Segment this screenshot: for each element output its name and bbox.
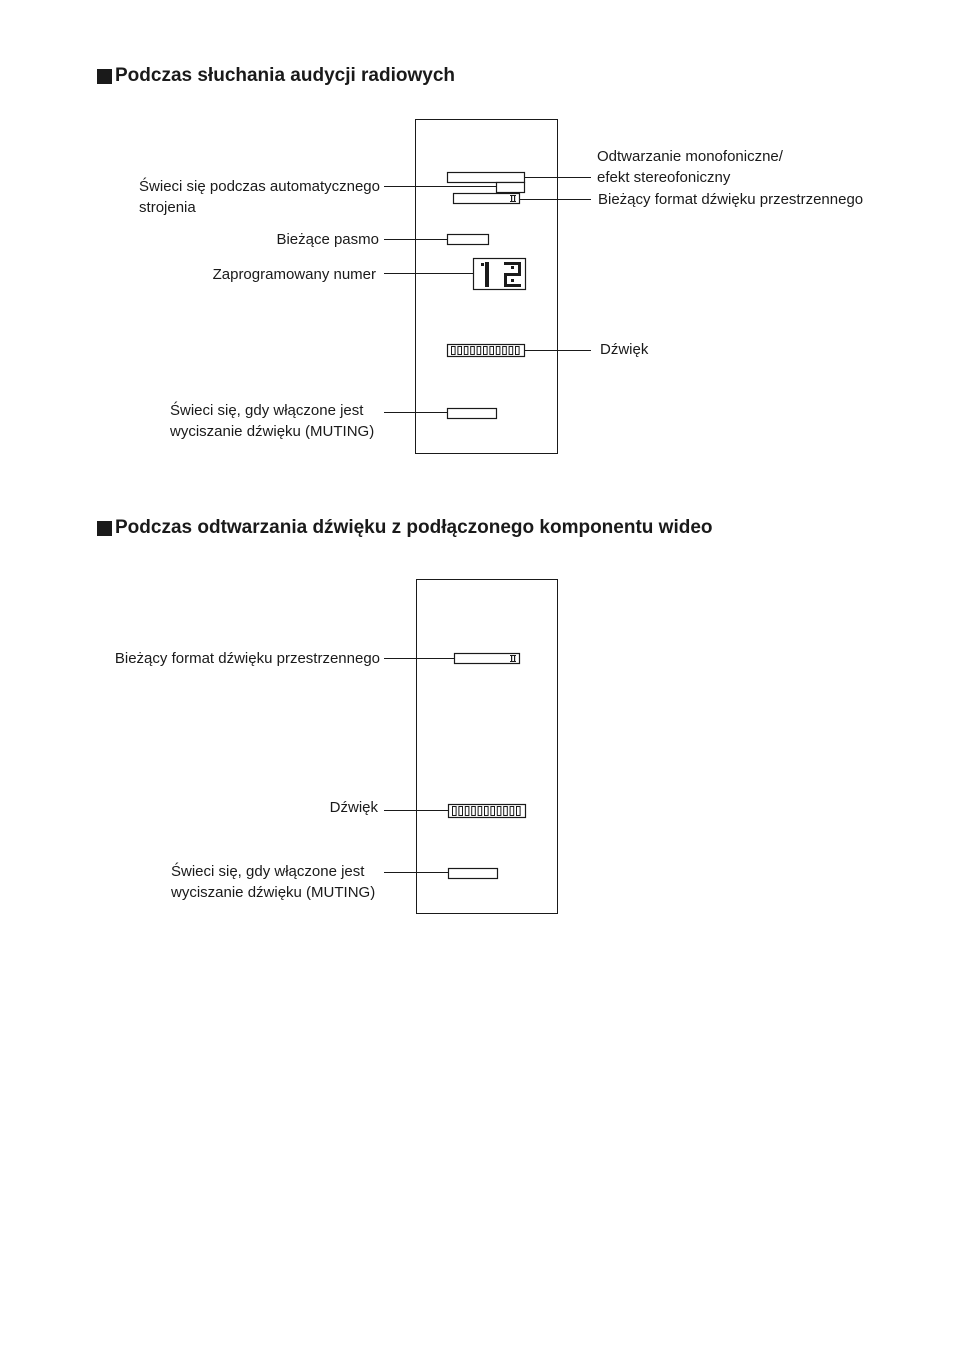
label-muting-1 bbox=[170, 400, 374, 442]
volume-segment bbox=[490, 347, 494, 355]
volume-segment bbox=[458, 347, 462, 355]
surround-format-indicator bbox=[454, 194, 520, 204]
volume-segment bbox=[491, 807, 495, 816]
volume-segment bbox=[484, 347, 488, 355]
volume-segment bbox=[485, 807, 489, 816]
volume-segment bbox=[478, 807, 482, 816]
label-auto-tuning-line2: strojenia bbox=[139, 199, 196, 216]
volume-segment bbox=[464, 347, 468, 355]
muting-indicator-2 bbox=[449, 869, 498, 879]
mono-stereo-indicator bbox=[448, 173, 525, 183]
label-mono-stereo-line1: Odtwarzanie monofoniczne/ bbox=[597, 148, 783, 165]
label-surround-format-1: Bieżący format dźwięku przestrzennego bbox=[598, 191, 864, 208]
volume-segment bbox=[472, 807, 476, 816]
surround-format-indicator-2 bbox=[455, 654, 520, 664]
volume-segment bbox=[503, 347, 507, 355]
label-band: Bieżące pasmo bbox=[276, 231, 379, 248]
volume-segment bbox=[452, 347, 456, 355]
label-muting-1-line2: wyciszanie dźwięku (MUTING) bbox=[170, 423, 375, 440]
volume-segment bbox=[497, 807, 501, 816]
label-volume-1: Dźwięk bbox=[600, 341, 649, 358]
label-auto-tuning-line1: Świeci się podczas automatycznego bbox=[139, 178, 380, 195]
band-indicator bbox=[448, 235, 489, 245]
volume-bar-2 bbox=[449, 805, 526, 818]
display-panel-2 bbox=[417, 580, 558, 914]
label-volume-2: Dźwięk bbox=[329, 799, 378, 816]
label-mono-stereo bbox=[597, 146, 783, 188]
volume-segment bbox=[516, 347, 520, 355]
volume-segment bbox=[504, 807, 508, 816]
volume-segment bbox=[459, 807, 463, 816]
section2-heading-text: Podczas odtwarzania dźwięku z podłączonego komponentu wideo bbox=[115, 517, 713, 538]
volume-segment bbox=[471, 347, 475, 355]
muting-indicator-1 bbox=[448, 409, 497, 419]
label-muting-1-line1: Świeci się, gdy włączone jest bbox=[170, 402, 364, 419]
label-mono-stereo-line2: efekt stereofoniczny bbox=[597, 169, 731, 186]
volume-segment bbox=[496, 347, 500, 355]
volume-segment bbox=[453, 807, 457, 816]
volume-segment bbox=[517, 807, 521, 816]
label-surround-format-2: Bieżący format dźwięku przestrzennego bbox=[114, 650, 380, 667]
volume-segment bbox=[477, 347, 481, 355]
volume-segment bbox=[510, 807, 514, 816]
label-muting-2-line1: Świeci się, gdy włączone jest bbox=[171, 863, 365, 880]
label-preset-number: Zaprogramowany numer bbox=[212, 266, 376, 283]
volume-segment bbox=[465, 807, 469, 816]
label-auto-tuning bbox=[139, 176, 380, 218]
section1-heading-text: Podczas słuchania audycji radiowych bbox=[115, 65, 456, 86]
volume-bar-1 bbox=[448, 345, 525, 357]
auto-tuning-indicator bbox=[497, 183, 525, 193]
label-muting-2 bbox=[171, 861, 375, 903]
label-muting-2-line2: wyciszanie dźwięku (MUTING) bbox=[171, 884, 376, 901]
volume-segment bbox=[509, 347, 513, 355]
